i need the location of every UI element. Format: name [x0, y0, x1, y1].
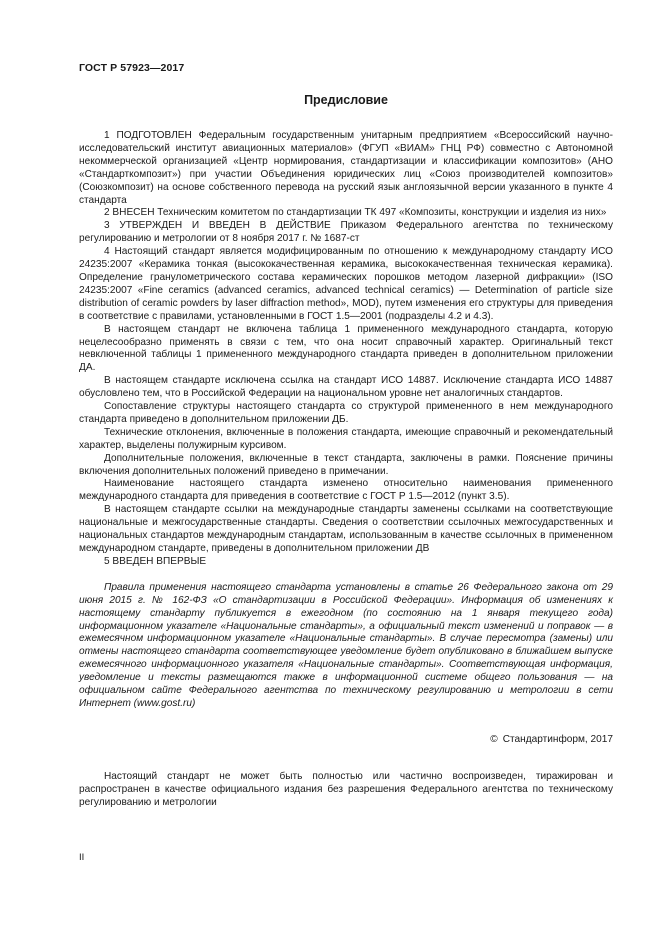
page-title: Предисловие [304, 93, 388, 107]
paragraph-prepared-by: 1 ПОДГОТОВЛЕН Федеральным государственным унитарным предприятием «Всероссийский научно-исследовательский институт авиационных материалов» (ФГУП «ВИАМ» ГНЦ РФ) совместно с Автономной некоммерческой организацией «Центр нормирования, стандартизации и классификации композитов» (АНО «Стандарткомпозит») при участии Объединения юридических лиц «Союз производителей композитов» (Союзкомпозит) на основе собственного перевода на русский язык англоязычной версии указанного в пункте 4 стандарта [79, 130, 613, 206]
copyright-text: Стандартинформ, 2017 [502, 733, 613, 745]
document-id: ГОСТ Р 57923—2017 [79, 62, 185, 74]
paragraph-introduced-by: 2 ВНЕСЕН Техническим комитетом по стандартизации ТК 497 «Композиты, конструкции и изделия из них» [104, 207, 607, 219]
reproduction-notice-text: Настоящий стандарт не может быть полностью или частично воспроизведен, тиражирован и распространен в качестве официального издания без разрешения Федерального агентства по техническому регулированию и метрологии [79, 770, 613, 808]
paragraph-approved: 3 УТВЕРЖДЕН И ВВЕДЕН В ДЕЙСТВИЕ Приказом Федерального агентства по техническому регулированию и метрологии от 8 ноября 2017 г. № 1687-ст [79, 220, 613, 245]
reproduction-notice [79, 771, 613, 810]
document-page [79, 62, 613, 810]
foreword-body [79, 130, 613, 569]
application-rules-note [79, 582, 613, 711]
paragraph-additional-provisions: Дополнительные положения, включенные в текст стандарта, заключены в рамки. Пояснение причины включения дополнительных положений приведено в примечании. [79, 452, 613, 477]
paragraph-introduced-first: 5 ВВЕДЕН ВПЕРВЫЕ [104, 555, 207, 567]
paragraph-name-changed: Наименование настоящего стандарта изменено относительно наименования примененного международного стандарта для приведения в соответствие с ГОСТ Р 1.5—2012 (пункт 3.5). [79, 478, 613, 503]
paragraph-structure-comparison: Сопоставление структуры настоящего стандарта со структурой примененного в нем международного стандарта приведено в дополнительном приложении ДБ. [79, 401, 613, 425]
copyright-symbol: © [490, 733, 498, 745]
paragraph-reference-excluded: В настоящем стандарте исключена ссылка на стандарт ИСО 14887. Исключение стандарта ИСО 14887 обусловлено тем, что в Российской Федерации на национальном уровне нет аналогичных стандартов. [79, 375, 613, 400]
page-number: II [79, 852, 85, 863]
paragraph-modified-standard: 4 Настоящий стандарт является модифицированным по отношению к международному стандарту ИСО 24235:2007 «Керамика тонкая (высококачественная керамика, высококачественная техническая керамика). Определение гранулометрического состава керамических порошков методом лазерной дифракции» (ISO 24235:2007 «Fine ceramics (advanced ceramics, advanced technical ceramics) — Determination of particle size distribution of ceramic powders by laser diffraction method», MOD), путем изменения его структуры для приведения в соответствие с правилами, установленными в ГОСТ 1.5—2001 (подразделы 4.2 и 4.3). [79, 246, 613, 322]
paragraph-references-replaced: В настоящем стандарте ссылки на международные стандарты заменены ссылками на соответствующие национальные и межгосударственные стандарты. Сведения о соответствии ссылочных межгосударственных и национальных стандартов международным стандартам, использованным в качестве ссылочных в примененном международном стандарте, приведены в дополнительном приложении ДВ [79, 504, 613, 554]
copyright-line [79, 734, 613, 745]
note-text: Правила применения настоящего стандарта установлены в статье 26 Федерального закона от 29 июня 2015 г. № 162-ФЗ «О стандартизации в Российской Федерации». Информация об изменениях к настоящему стандарту публикуется в ежегодном (по состоянию на 1 января текущего года) информационном указателе «Национальные стандарты», а официальный текст изменений и поправок — в ежемесячном информационном указателе «Национальные стандарты». В случае пересмотра (замены) или отмены настоящего стандарта соответствующее уведомление будет опубликовано в ближайшем выпуске ежемесячного информационного указателя «Национальные стандарты». Соответствующая информация, уведомление и тексты размещаются также в информационной системе общего пользования — на официальном сайте Федерального агентства по техническому регулированию и метрологии в сети Интернет (www.gost.ru) [79, 581, 613, 709]
paragraph-technical-deviations: Технические отклонения, включенные в положения стандарта, имеющие справочный и рекомендательный характер, выделены полужирным курсивом. [79, 426, 613, 451]
paragraph-table-excluded: В настоящем стандарт не включена таблица 1 примененного международного стандарта, которую нецелесообразно применять в связи с тем, что она носит справочный характер. Оригинальный текст невключенной таблицы 1 примененного международного стандарта приведен в дополнительном приложении ДА. [79, 323, 613, 374]
